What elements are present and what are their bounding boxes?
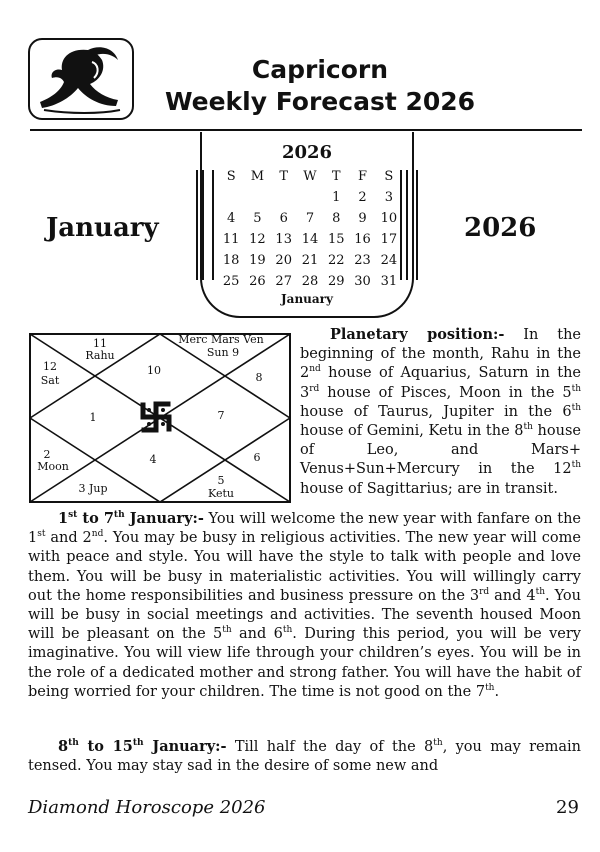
text-run: In the beginning of the month, Rahu in the 2: [300, 327, 581, 382]
calendar-month: January: [281, 292, 333, 306]
title-sign: Capricorn: [251, 55, 389, 84]
weekday-label: M: [250, 169, 265, 184]
calendar-day: 12: [249, 232, 266, 247]
calendar-day: 9: [358, 211, 367, 226]
calendar-day: 24: [380, 253, 398, 268]
weekday-label: F: [358, 169, 368, 184]
ordinal-suffix: th: [132, 738, 144, 749]
calendar-day: 31: [380, 274, 398, 289]
calendar-left-bars: [196, 170, 214, 280]
text-run: . You will be busy in social meetings and activities. The seventh housed Moon will be pleasant on the 5: [28, 587, 581, 643]
calendar-week-row: [218, 187, 402, 208]
calendar-week-row: [218, 208, 402, 229]
calendar-day: 18: [222, 253, 240, 268]
calendar-day: 11: [222, 232, 240, 247]
text-run: to 7: [77, 510, 114, 527]
week-1-heading: [58, 510, 204, 527]
ordinal-suffix: th: [113, 510, 125, 521]
text-run: You will welcome the new year with fanfare on the 1: [28, 511, 581, 547]
calendar-grid: [218, 166, 402, 292]
text-run: , you may remain tensed. You may stay sad in the desire of some new and: [28, 739, 581, 775]
calendar-day: 30: [354, 274, 371, 289]
calendar-day: [244, 187, 270, 208]
calendar-day: 28: [301, 274, 319, 289]
ordinal-suffix: st: [37, 529, 46, 540]
house-4: 4: [149, 453, 157, 466]
page-title: [150, 54, 490, 118]
calendar-day: 14: [301, 232, 319, 247]
week-2-heading: [58, 738, 227, 755]
capricorn-goat-icon: [30, 40, 132, 118]
text-run: . During this period, you will be very imaginative. You will view life through your children’s eyes. You will be in the role of a dedicated mother and strong father. You will have the habit of being worried for your children. The time is not good on the 7: [28, 626, 581, 700]
planetary-position-heading: Planetary position:-: [330, 326, 505, 343]
text-run: to 15: [78, 738, 133, 755]
title-forecast: Weekly Forecast 2026: [164, 87, 476, 116]
calendar-day: 7: [305, 211, 315, 226]
weekday-label: S: [384, 169, 394, 184]
house-2: 2: [43, 448, 51, 461]
calendar-day: 25: [222, 274, 240, 289]
calendar-year: 2026: [281, 142, 333, 163]
calendar-day: 8: [332, 211, 341, 226]
calendar-day: 15: [327, 232, 345, 247]
ordinal-suffix: th: [222, 625, 232, 636]
text-run: . You may be busy in religious activities. The new year will come with peace and style. You will have the style to talk with people and love them. You will be busy in materialistic activities. You will willingly carry out the home responsibilities and business pressure on the 3: [28, 530, 581, 604]
calendar-day: 6: [279, 211, 288, 226]
weekday-label: S: [226, 169, 236, 184]
text-run: house of Gemini, Ketu in the 8: [300, 423, 524, 440]
ordinal-suffix: th: [523, 422, 533, 433]
text-run: January:-: [124, 510, 204, 527]
calendar-day: 10: [380, 211, 398, 226]
weekday-label: T: [279, 169, 289, 184]
calendar-right-bars: [400, 170, 418, 280]
calendar-day: 13: [275, 232, 292, 247]
text-run: and 2: [45, 530, 92, 547]
house-2-planet: Moon: [37, 460, 69, 473]
text-run: house of Leo, and Mars+ Venus+Sun+Mercury in the 12: [300, 423, 581, 478]
house-12-planet: Sat: [40, 374, 60, 387]
ordinal-suffix: th: [571, 460, 581, 471]
calendar-week-row: [218, 271, 402, 292]
banner-month: January: [46, 213, 159, 243]
text-run: 8: [58, 738, 69, 755]
text-run: and 6: [231, 626, 283, 643]
ordinal-suffix: th: [571, 402, 581, 413]
house-11: 11: [93, 337, 107, 350]
footer-page-number: 29: [556, 797, 579, 818]
calendar-day: 27: [275, 274, 292, 289]
calendar-frame: [200, 132, 414, 318]
ordinal-suffix: nd: [91, 529, 104, 540]
house-9: Sun 9: [206, 346, 240, 359]
calendar-weekday-row: [218, 166, 402, 187]
house-5: 5: [217, 474, 225, 487]
calendar-day: [218, 187, 244, 208]
house-8: 8: [255, 371, 263, 384]
weekday-label: T: [331, 169, 341, 184]
footer-book-title: Diamond Horoscope 2026: [28, 797, 266, 818]
calendar-day: 2: [358, 190, 367, 205]
ordinal-suffix: th: [535, 586, 546, 597]
ordinal-suffix: st: [68, 510, 78, 521]
text-run: Till half the day of the 8: [226, 739, 434, 755]
header-rule: [30, 129, 582, 131]
ordinal-suffix: th: [282, 625, 293, 636]
text-run: 1: [58, 510, 69, 527]
calendar-week-row: [218, 250, 402, 271]
calendar-day: 26: [249, 274, 266, 289]
capricorn-logo: [28, 38, 134, 120]
house-5-planet: Ketu: [208, 487, 234, 500]
house-3: 3 Jup: [78, 482, 108, 495]
ordinal-suffix: nd: [309, 364, 321, 375]
ordinal-suffix: th: [68, 738, 79, 749]
calendar-day: 1: [332, 190, 341, 205]
ordinal-suffix: rd: [479, 586, 490, 597]
ordinal-suffix: th: [571, 383, 581, 394]
calendar-day: 16: [354, 232, 371, 247]
calendar-day: 19: [249, 253, 266, 268]
calendar-day: 22: [327, 253, 345, 268]
house-9-planets: Merc Mars Ven: [178, 333, 264, 346]
banner-year: 2026: [464, 213, 537, 243]
calendar-day: 20: [275, 253, 292, 268]
house-6: 6: [253, 451, 261, 464]
weekday-label: W: [303, 169, 317, 184]
house-11-planet: Rahu: [85, 349, 115, 362]
ordinal-suffix: th: [485, 683, 495, 693]
text-run: .: [494, 683, 500, 700]
calendar-day: 3: [384, 190, 393, 205]
calendar-day: 21: [301, 253, 319, 268]
swastika-icon: [139, 400, 173, 434]
text-run: and 4: [489, 587, 536, 604]
calendar-day: 5: [253, 211, 262, 226]
house-1: 1: [89, 411, 97, 424]
planetary-position-paragraph: [300, 325, 581, 499]
calendar-day: 29: [327, 274, 345, 289]
text-run: house of Taurus, Jupiter in the 6: [300, 403, 572, 420]
calendar-week-row: [218, 229, 402, 250]
house-7: 7: [217, 409, 225, 422]
ordinal-suffix: th: [433, 738, 443, 749]
calendar-day: 17: [380, 232, 398, 247]
week-1-paragraph: [28, 509, 581, 702]
calendar-day: [271, 187, 297, 208]
calendar-day: 4: [227, 211, 236, 226]
ordinal-suffix: rd: [309, 383, 320, 394]
calendar-day: 23: [354, 253, 371, 268]
text-run: house of Sagittarius; are in transit.: [300, 480, 558, 497]
house-10: 10: [147, 364, 161, 377]
text-run: January:-: [143, 738, 227, 755]
week-2-paragraph: [28, 737, 581, 776]
calendar-day: [297, 187, 323, 208]
house-12: 12: [43, 360, 57, 373]
text-run: house of Aquarius, Saturn in the 3: [300, 365, 581, 401]
text-run: house of Pisces, Moon in the 5: [319, 384, 572, 401]
